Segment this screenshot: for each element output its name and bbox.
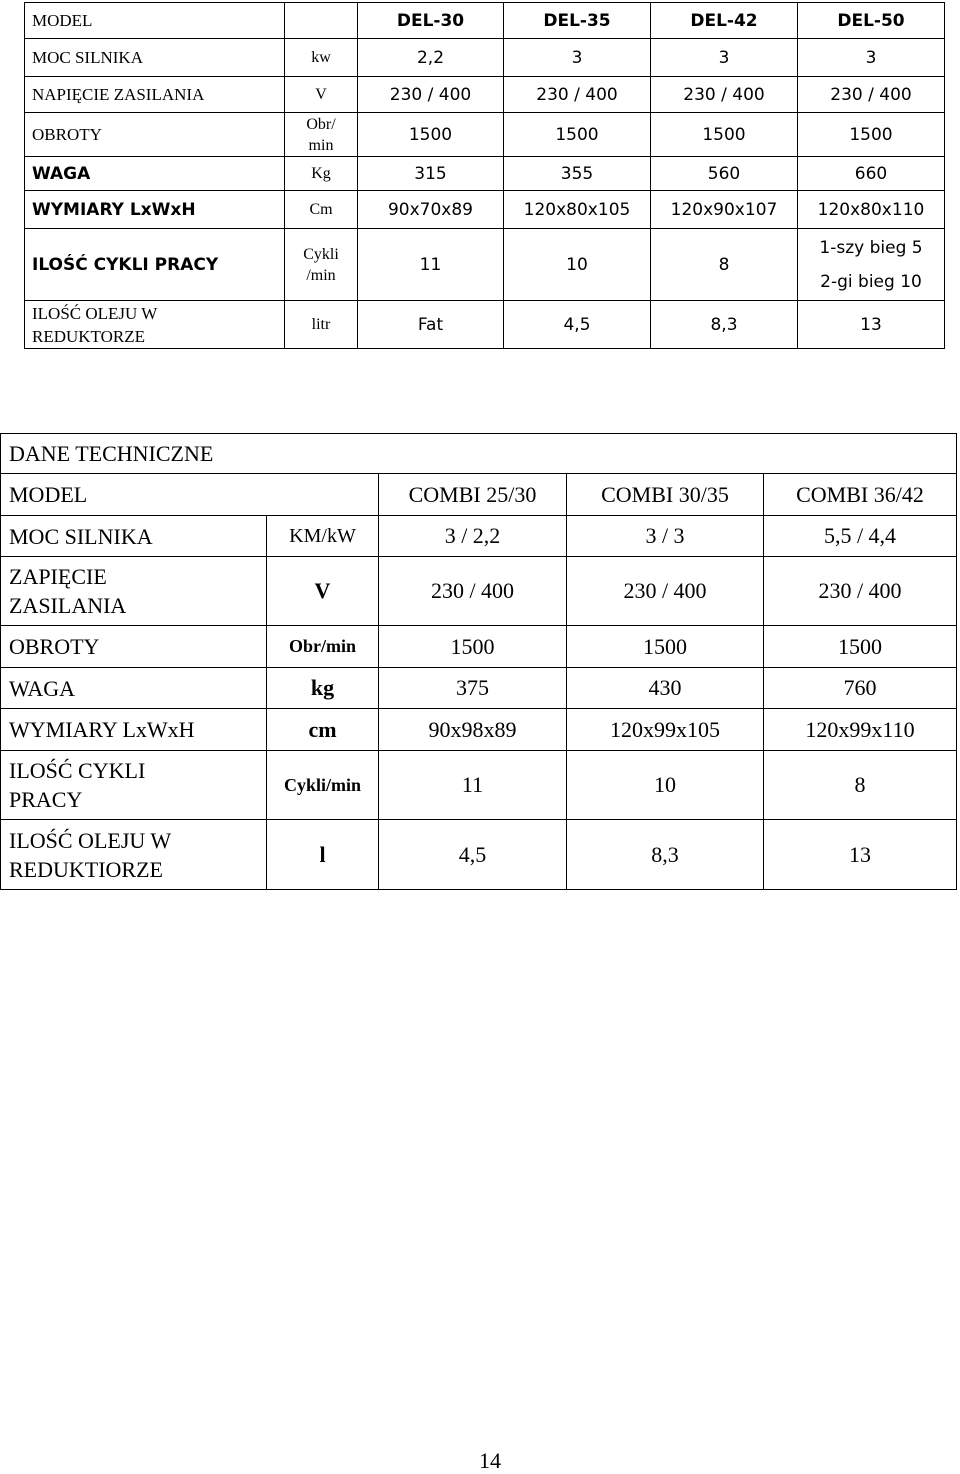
row-label: WYMIARY LxWxH	[1, 709, 267, 751]
unit-line: Obr/	[306, 115, 336, 133]
unit-cell: V	[267, 557, 379, 626]
value-cell: 315	[358, 157, 504, 191]
value-cell: 11	[379, 751, 567, 820]
value-cell	[798, 229, 945, 301]
label-line: REDUKTORZE	[32, 326, 146, 346]
row-label: MOC SILNIKA	[25, 39, 285, 77]
model-header: COMBI 25/30	[379, 474, 567, 516]
value-cell: 120x80x110	[798, 191, 945, 229]
model-header: DEL-35	[504, 3, 651, 39]
unit-line: min	[308, 136, 334, 154]
unit-cell: Obr/min	[267, 626, 379, 668]
unit-cell: KM/kW	[267, 516, 379, 557]
value-cell: 760	[764, 668, 957, 709]
del-spec-table	[24, 2, 945, 349]
value-cell: 1500	[798, 113, 945, 157]
unit-line: Cykli	[303, 245, 339, 263]
unit-cell: l	[267, 820, 379, 890]
row-label: MOC SILNIKA	[1, 516, 267, 557]
value-cell: 1500	[764, 626, 957, 668]
table-row	[1, 820, 957, 890]
model-label: MODEL	[25, 3, 285, 39]
value-cell: 230 / 400	[798, 77, 945, 113]
table-row	[1, 668, 957, 709]
table-row	[1, 516, 957, 557]
combi-spec-table	[0, 433, 957, 890]
value-cell: 660	[798, 157, 945, 191]
row-label: ILOŚĆ CYKLI PRACY	[25, 229, 285, 301]
unit-cell	[285, 3, 358, 39]
table-row	[25, 157, 945, 191]
model-header: DEL-50	[798, 3, 945, 39]
table-row	[25, 3, 945, 39]
value-cell: 1500	[358, 113, 504, 157]
unit-line: /min	[306, 266, 336, 284]
model-label: MODEL	[1, 474, 379, 516]
value-cell: 8,3	[567, 820, 764, 890]
value-cell: 3 / 2,2	[379, 516, 567, 557]
table-row	[1, 474, 957, 516]
unit-cell	[285, 113, 358, 157]
value-cell: 120x90x107	[651, 191, 798, 229]
model-header: DEL-30	[358, 3, 504, 39]
label-line: ILOŚĆ CYKLI	[9, 758, 146, 783]
table-row	[1, 751, 957, 820]
value-cell: 90x98x89	[379, 709, 567, 751]
label-line: ZAPIĘCIE	[9, 564, 107, 589]
table-row	[25, 191, 945, 229]
value-cell: 1500	[379, 626, 567, 668]
page-number: 14	[479, 1448, 501, 1473]
value-cell: 10	[567, 751, 764, 820]
unit-cell: V	[285, 77, 358, 113]
label-line: ILOŚĆ OLEJU W	[9, 827, 172, 853]
table-row	[25, 301, 945, 349]
value-cell: 4,5	[379, 820, 567, 890]
row-label	[1, 820, 267, 890]
value-cell: 120x99x105	[567, 709, 764, 751]
model-header: COMBI 36/42	[764, 474, 957, 516]
value-cell: 3	[798, 39, 945, 77]
label-line: PRACY	[9, 787, 83, 812]
unit-cell: kg	[267, 668, 379, 709]
unit-cell: Cm	[285, 191, 358, 229]
table-row	[25, 113, 945, 157]
row-label	[1, 751, 267, 820]
value-cell: 560	[651, 157, 798, 191]
value-cell: 13	[764, 820, 957, 890]
unit-cell: kw	[285, 39, 358, 77]
unit-cell: litr	[285, 301, 358, 349]
row-label	[25, 301, 285, 349]
table-row	[25, 39, 945, 77]
value-cell: 8	[651, 229, 798, 301]
row-label	[1, 557, 267, 626]
model-header: DEL-42	[651, 3, 798, 39]
value-cell: 430	[567, 668, 764, 709]
value-cell: 5,5 / 4,4	[764, 516, 957, 557]
row-label: WAGA	[25, 157, 285, 191]
table-title: DANE TECHNICZNE	[1, 434, 957, 474]
unit-cell	[285, 229, 358, 301]
unit-cell: cm	[267, 709, 379, 751]
unit-cell: Cykli/min	[267, 751, 379, 820]
value-line: 1-szy bieg 5	[819, 237, 923, 258]
value-cell: 3 / 3	[567, 516, 764, 557]
model-header: COMBI 30/35	[567, 474, 764, 516]
value-cell: 1500	[651, 113, 798, 157]
value-cell: Fat	[358, 301, 504, 349]
value-cell: 3	[504, 39, 651, 77]
value-cell: 230 / 400	[651, 77, 798, 113]
value-cell: 230 / 400	[504, 77, 651, 113]
value-cell: 375	[379, 668, 567, 709]
value-cell: 2,2	[358, 39, 504, 77]
value-cell: 230 / 400	[567, 557, 764, 626]
table-row	[1, 557, 957, 626]
value-cell: 13	[798, 301, 945, 349]
value-cell: 4,5	[504, 301, 651, 349]
value-line: 2-gi bieg 10	[820, 271, 922, 292]
value-cell: 90x70x89	[358, 191, 504, 229]
row-label: NAPIĘCIE ZASILANIA	[25, 77, 285, 113]
value-cell: 230 / 400	[379, 557, 567, 626]
label-line: ILOŚĆ OLEJU W	[32, 303, 158, 323]
value-cell: 8	[764, 751, 957, 820]
value-cell: 230 / 400	[358, 77, 504, 113]
label-line: ZASILANIA	[9, 593, 127, 618]
unit-cell: Kg	[285, 157, 358, 191]
value-cell: 1500	[567, 626, 764, 668]
table-row	[1, 709, 957, 751]
table-row	[25, 77, 945, 113]
value-cell: 11	[358, 229, 504, 301]
table-row	[1, 626, 957, 668]
table-row	[25, 229, 945, 301]
row-label: OBROTY	[25, 113, 285, 157]
row-label: WAGA	[1, 668, 267, 709]
row-label: WYMIARY LxWxH	[25, 191, 285, 229]
value-cell: 1500	[504, 113, 651, 157]
row-label: OBROTY	[1, 626, 267, 668]
value-cell: 230 / 400	[764, 557, 957, 626]
value-cell: 8,3	[651, 301, 798, 349]
table-row	[1, 434, 957, 474]
value-cell: 3	[651, 39, 798, 77]
value-cell: 120x99x110	[764, 709, 957, 751]
label-line: REDUKTIORZE	[9, 856, 163, 882]
value-cell: 355	[504, 157, 651, 191]
value-cell: 10	[504, 229, 651, 301]
value-cell: 120x80x105	[504, 191, 651, 229]
